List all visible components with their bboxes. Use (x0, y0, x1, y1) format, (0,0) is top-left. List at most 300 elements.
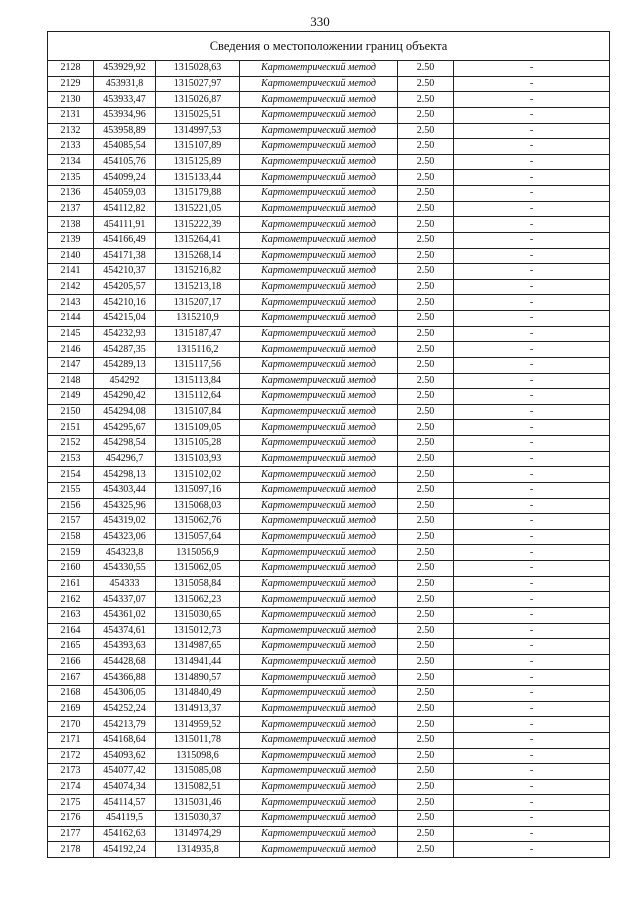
y-coordinate-cell: 1315028,63 (156, 61, 240, 77)
y-coordinate-cell: 1315116,2 (156, 342, 240, 358)
accuracy-cell: 2.50 (398, 232, 454, 248)
point-number-cell: 2173 (48, 764, 94, 780)
y-coordinate-cell: 1315062,76 (156, 514, 240, 530)
description-cell: - (454, 248, 610, 264)
x-coordinate-cell: 454296,7 (94, 451, 156, 467)
description-cell: - (454, 107, 610, 123)
description-cell: - (454, 389, 610, 405)
point-number-cell: 2153 (48, 451, 94, 467)
table-row (48, 545, 610, 561)
description-cell: - (454, 764, 610, 780)
table-row (48, 217, 610, 233)
table-row (48, 670, 610, 686)
point-number-cell: 2170 (48, 717, 94, 733)
table-row (48, 576, 610, 592)
table-row (48, 482, 610, 498)
method-cell: Картометрический метод (240, 701, 398, 717)
y-coordinate-cell: 1315107,89 (156, 139, 240, 155)
x-coordinate-cell: 454162,63 (94, 826, 156, 842)
point-number-cell: 2148 (48, 373, 94, 389)
y-coordinate-cell: 1315107,84 (156, 404, 240, 420)
point-number-cell: 2140 (48, 248, 94, 264)
point-number-cell: 2178 (48, 842, 94, 858)
point-number-cell: 2171 (48, 732, 94, 748)
description-cell: - (454, 92, 610, 108)
description-cell: - (454, 326, 610, 342)
accuracy-cell: 2.50 (398, 186, 454, 202)
description-cell: - (454, 498, 610, 514)
method-cell: Картометрический метод (240, 217, 398, 233)
x-coordinate-cell: 454215,04 (94, 311, 156, 327)
x-coordinate-cell: 454295,67 (94, 420, 156, 436)
description-cell: - (454, 670, 610, 686)
x-coordinate-cell: 454114,57 (94, 795, 156, 811)
point-number-cell: 2142 (48, 279, 94, 295)
description-cell: - (454, 701, 610, 717)
accuracy-cell: 2.50 (398, 717, 454, 733)
table-row (48, 764, 610, 780)
description-cell: - (454, 123, 610, 139)
y-coordinate-cell: 1315082,51 (156, 779, 240, 795)
x-coordinate-cell: 454166,49 (94, 232, 156, 248)
accuracy-cell: 2.50 (398, 764, 454, 780)
table-row (48, 732, 610, 748)
point-number-cell: 2168 (48, 686, 94, 702)
accuracy-cell: 2.50 (398, 467, 454, 483)
method-cell: Картометрический метод (240, 123, 398, 139)
point-number-cell: 2154 (48, 467, 94, 483)
description-cell: - (454, 623, 610, 639)
x-coordinate-cell: 454171,38 (94, 248, 156, 264)
description-cell: - (454, 592, 610, 608)
table-row (48, 592, 610, 608)
y-coordinate-cell: 1314941,44 (156, 654, 240, 670)
accuracy-cell: 2.50 (398, 92, 454, 108)
y-coordinate-cell: 1314997,53 (156, 123, 240, 139)
point-number-cell: 2135 (48, 170, 94, 186)
method-cell: Картометрический метод (240, 326, 398, 342)
description-cell: - (454, 436, 610, 452)
accuracy-cell: 2.50 (398, 811, 454, 827)
y-coordinate-cell: 1315068,03 (156, 498, 240, 514)
y-coordinate-cell: 1314935,8 (156, 842, 240, 858)
x-coordinate-cell: 454119,5 (94, 811, 156, 827)
accuracy-cell: 2.50 (398, 482, 454, 498)
y-coordinate-cell: 1315133,44 (156, 170, 240, 186)
method-cell: Картометрический метод (240, 639, 398, 655)
method-cell: Картометрический метод (240, 61, 398, 77)
accuracy-cell: 2.50 (398, 404, 454, 420)
accuracy-cell: 2.50 (398, 514, 454, 530)
point-number-cell: 2177 (48, 826, 94, 842)
table-row (48, 154, 610, 170)
accuracy-cell: 2.50 (398, 842, 454, 858)
accuracy-cell: 2.50 (398, 170, 454, 186)
y-coordinate-cell: 1315085,08 (156, 764, 240, 780)
method-cell: Картометрический метод (240, 748, 398, 764)
x-coordinate-cell: 453958,89 (94, 123, 156, 139)
method-cell: Картометрический метод (240, 467, 398, 483)
x-coordinate-cell: 454325,96 (94, 498, 156, 514)
table-row (48, 701, 610, 717)
description-cell: - (454, 170, 610, 186)
method-cell: Картометрический метод (240, 170, 398, 186)
table-row (48, 264, 610, 280)
accuracy-cell: 2.50 (398, 639, 454, 655)
accuracy-cell: 2.50 (398, 701, 454, 717)
accuracy-cell: 2.50 (398, 654, 454, 670)
x-coordinate-cell: 454428,68 (94, 654, 156, 670)
y-coordinate-cell: 1314959,52 (156, 717, 240, 733)
y-coordinate-cell: 1315179,88 (156, 186, 240, 202)
accuracy-cell: 2.50 (398, 795, 454, 811)
method-cell: Картометрический метод (240, 451, 398, 467)
boundary-points-table (47, 31, 610, 858)
y-coordinate-cell: 1315097,16 (156, 482, 240, 498)
method-cell: Картометрический метод (240, 811, 398, 827)
y-coordinate-cell: 1315062,23 (156, 592, 240, 608)
x-coordinate-cell: 453933,47 (94, 92, 156, 108)
x-coordinate-cell: 454213,79 (94, 717, 156, 733)
accuracy-cell: 2.50 (398, 389, 454, 405)
description-cell: - (454, 748, 610, 764)
table-row (48, 795, 610, 811)
point-number-cell: 2145 (48, 326, 94, 342)
y-coordinate-cell: 1315105,28 (156, 436, 240, 452)
description-cell: - (454, 186, 610, 202)
table-row (48, 451, 610, 467)
table-row (48, 170, 610, 186)
method-cell: Картометрический метод (240, 139, 398, 155)
description-cell: - (454, 576, 610, 592)
y-coordinate-cell: 1315264,41 (156, 232, 240, 248)
accuracy-cell: 2.50 (398, 561, 454, 577)
method-cell: Картометрический метод (240, 686, 398, 702)
y-coordinate-cell: 1315011,78 (156, 732, 240, 748)
table-row (48, 436, 610, 452)
y-coordinate-cell: 1315221,05 (156, 201, 240, 217)
description-cell: - (454, 404, 610, 420)
description-cell: - (454, 279, 610, 295)
accuracy-cell: 2.50 (398, 779, 454, 795)
point-number-cell: 2149 (48, 389, 94, 405)
x-coordinate-cell: 454105,76 (94, 154, 156, 170)
point-number-cell: 2129 (48, 76, 94, 92)
point-number-cell: 2144 (48, 311, 94, 327)
x-coordinate-cell: 454232,93 (94, 326, 156, 342)
accuracy-cell: 2.50 (398, 529, 454, 545)
x-coordinate-cell: 454323,06 (94, 529, 156, 545)
y-coordinate-cell: 1315027,97 (156, 76, 240, 92)
x-coordinate-cell: 454303,44 (94, 482, 156, 498)
table-row (48, 420, 610, 436)
x-coordinate-cell: 453934,96 (94, 107, 156, 123)
table-row (48, 389, 610, 405)
point-number-cell: 2166 (48, 654, 94, 670)
table-row (48, 561, 610, 577)
table-body (48, 61, 610, 858)
y-coordinate-cell: 1315109,05 (156, 420, 240, 436)
point-number-cell: 2128 (48, 61, 94, 77)
y-coordinate-cell: 1315030,37 (156, 811, 240, 827)
y-coordinate-cell: 1315117,56 (156, 357, 240, 373)
y-coordinate-cell: 1315125,89 (156, 154, 240, 170)
method-cell: Картометрический метод (240, 92, 398, 108)
accuracy-cell: 2.50 (398, 451, 454, 467)
point-number-cell: 2160 (48, 561, 94, 577)
y-coordinate-cell: 1314913,37 (156, 701, 240, 717)
description-cell: - (454, 811, 610, 827)
x-coordinate-cell: 454366,88 (94, 670, 156, 686)
x-coordinate-cell: 454323,8 (94, 545, 156, 561)
x-coordinate-cell: 454252,24 (94, 701, 156, 717)
point-number-cell: 2151 (48, 420, 94, 436)
table-row (48, 686, 610, 702)
method-cell: Картометрический метод (240, 295, 398, 311)
y-coordinate-cell: 1315210,9 (156, 311, 240, 327)
table-row (48, 186, 610, 202)
point-number-cell: 2138 (48, 217, 94, 233)
x-coordinate-cell: 454077,42 (94, 764, 156, 780)
description-cell: - (454, 76, 610, 92)
description-cell: - (454, 311, 610, 327)
table-row (48, 748, 610, 764)
table-row (48, 326, 610, 342)
y-coordinate-cell: 1315268,14 (156, 248, 240, 264)
x-coordinate-cell: 453929,92 (94, 61, 156, 77)
method-cell: Картометрический метод (240, 232, 398, 248)
description-cell: - (454, 529, 610, 545)
y-coordinate-cell: 1315207,17 (156, 295, 240, 311)
accuracy-cell: 2.50 (398, 670, 454, 686)
description-cell: - (454, 139, 610, 155)
method-cell: Картометрический метод (240, 717, 398, 733)
y-coordinate-cell: 1315102,02 (156, 467, 240, 483)
description-cell: - (454, 686, 610, 702)
method-cell: Картометрический метод (240, 623, 398, 639)
point-number-cell: 2176 (48, 811, 94, 827)
point-number-cell: 2146 (48, 342, 94, 358)
method-cell: Картометрический метод (240, 764, 398, 780)
accuracy-cell: 2.50 (398, 748, 454, 764)
method-cell: Картометрический метод (240, 248, 398, 264)
accuracy-cell: 2.50 (398, 201, 454, 217)
y-coordinate-cell: 1315213,18 (156, 279, 240, 295)
y-coordinate-cell: 1315058,84 (156, 576, 240, 592)
table-row (48, 826, 610, 842)
x-coordinate-cell: 454112,82 (94, 201, 156, 217)
point-number-cell: 2157 (48, 514, 94, 530)
table-row (48, 498, 610, 514)
table-row (48, 639, 610, 655)
y-coordinate-cell: 1315098,6 (156, 748, 240, 764)
table-row (48, 295, 610, 311)
method-cell: Картометрический метод (240, 592, 398, 608)
point-number-cell: 2137 (48, 201, 94, 217)
accuracy-cell: 2.50 (398, 623, 454, 639)
x-coordinate-cell: 454333 (94, 576, 156, 592)
description-cell: - (454, 779, 610, 795)
table-row (48, 139, 610, 155)
description-cell: - (454, 217, 610, 233)
description-cell: - (454, 732, 610, 748)
description-cell: - (454, 639, 610, 655)
method-cell: Картометрический метод (240, 107, 398, 123)
method-cell: Картометрический метод (240, 545, 398, 561)
table-row (48, 76, 610, 92)
x-coordinate-cell: 454361,02 (94, 607, 156, 623)
method-cell: Картометрический метод (240, 420, 398, 436)
method-cell: Картометрический метод (240, 795, 398, 811)
y-coordinate-cell: 1315025,51 (156, 107, 240, 123)
description-cell: - (454, 467, 610, 483)
accuracy-cell: 2.50 (398, 123, 454, 139)
x-coordinate-cell: 454074,34 (94, 779, 156, 795)
x-coordinate-cell: 454059,03 (94, 186, 156, 202)
description-cell: - (454, 295, 610, 311)
y-coordinate-cell: 1315216,82 (156, 264, 240, 280)
table-row (48, 201, 610, 217)
accuracy-cell: 2.50 (398, 686, 454, 702)
table-row (48, 654, 610, 670)
description-cell: - (454, 154, 610, 170)
point-number-cell: 2141 (48, 264, 94, 280)
method-cell: Картометрический метод (240, 529, 398, 545)
x-coordinate-cell: 454374,61 (94, 623, 156, 639)
method-cell: Картометрический метод (240, 482, 398, 498)
x-coordinate-cell: 454287,35 (94, 342, 156, 358)
y-coordinate-cell: 1315012,73 (156, 623, 240, 639)
point-number-cell: 2152 (48, 436, 94, 452)
x-coordinate-cell: 454085,54 (94, 139, 156, 155)
table-row (48, 717, 610, 733)
method-cell: Картометрический метод (240, 279, 398, 295)
method-cell: Картометрический метод (240, 654, 398, 670)
y-coordinate-cell: 1314840,49 (156, 686, 240, 702)
point-number-cell: 2159 (48, 545, 94, 561)
accuracy-cell: 2.50 (398, 420, 454, 436)
description-cell: - (454, 842, 610, 858)
accuracy-cell: 2.50 (398, 826, 454, 842)
y-coordinate-cell: 1314974,29 (156, 826, 240, 842)
accuracy-cell: 2.50 (398, 248, 454, 264)
table-row (48, 107, 610, 123)
accuracy-cell: 2.50 (398, 545, 454, 561)
point-number-cell: 2147 (48, 357, 94, 373)
description-cell: - (454, 420, 610, 436)
method-cell: Картометрический метод (240, 76, 398, 92)
point-number-cell: 2162 (48, 592, 94, 608)
x-coordinate-cell: 454393,63 (94, 639, 156, 655)
table-row (48, 279, 610, 295)
y-coordinate-cell: 1315030,65 (156, 607, 240, 623)
description-cell: - (454, 482, 610, 498)
point-number-cell: 2155 (48, 482, 94, 498)
x-coordinate-cell: 454099,24 (94, 170, 156, 186)
method-cell: Картометрический метод (240, 436, 398, 452)
y-coordinate-cell: 1315103,93 (156, 451, 240, 467)
table-row (48, 811, 610, 827)
y-coordinate-cell: 1314987,65 (156, 639, 240, 655)
method-cell: Картометрический метод (240, 561, 398, 577)
description-cell: - (454, 514, 610, 530)
x-coordinate-cell: 454210,37 (94, 264, 156, 280)
x-coordinate-cell: 454306,05 (94, 686, 156, 702)
x-coordinate-cell: 454192,24 (94, 842, 156, 858)
y-coordinate-cell: 1315062,05 (156, 561, 240, 577)
method-cell: Картометрический метод (240, 389, 398, 405)
table-row (48, 232, 610, 248)
x-coordinate-cell: 454290,42 (94, 389, 156, 405)
accuracy-cell: 2.50 (398, 295, 454, 311)
y-coordinate-cell: 1315187,47 (156, 326, 240, 342)
y-coordinate-cell: 1315031,46 (156, 795, 240, 811)
description-cell: - (454, 795, 610, 811)
method-cell: Картометрический метод (240, 373, 398, 389)
table-row (48, 92, 610, 108)
x-coordinate-cell: 454111,91 (94, 217, 156, 233)
point-number-cell: 2139 (48, 232, 94, 248)
description-cell: - (454, 826, 610, 842)
point-number-cell: 2175 (48, 795, 94, 811)
table-row (48, 514, 610, 530)
method-cell: Картометрический метод (240, 607, 398, 623)
description-cell: - (454, 201, 610, 217)
point-number-cell: 2167 (48, 670, 94, 686)
method-cell: Картометрический метод (240, 514, 398, 530)
point-number-cell: 2143 (48, 295, 94, 311)
y-coordinate-cell: 1315112,64 (156, 389, 240, 405)
accuracy-cell: 2.50 (398, 732, 454, 748)
description-cell: - (454, 342, 610, 358)
table-row (48, 623, 610, 639)
point-number-cell: 2133 (48, 139, 94, 155)
accuracy-cell: 2.50 (398, 311, 454, 327)
table-row (48, 123, 610, 139)
method-cell: Картометрический метод (240, 498, 398, 514)
x-coordinate-cell: 454210,16 (94, 295, 156, 311)
y-coordinate-cell: 1315222,39 (156, 217, 240, 233)
method-cell: Картометрический метод (240, 264, 398, 280)
method-cell: Картометрический метод (240, 311, 398, 327)
accuracy-cell: 2.50 (398, 76, 454, 92)
table-title: Сведения о местоположении границ объекта (47, 31, 610, 60)
description-cell: - (454, 61, 610, 77)
table-row (48, 842, 610, 858)
table-row (48, 61, 610, 77)
accuracy-cell: 2.50 (398, 326, 454, 342)
y-coordinate-cell: 1315113,84 (156, 373, 240, 389)
point-number-cell: 2165 (48, 639, 94, 655)
method-cell: Картометрический метод (240, 826, 398, 842)
point-number-cell: 2136 (48, 186, 94, 202)
point-number-cell: 2134 (48, 154, 94, 170)
accuracy-cell: 2.50 (398, 342, 454, 358)
x-coordinate-cell: 454289,13 (94, 357, 156, 373)
method-cell: Картометрический метод (240, 201, 398, 217)
method-cell: Картометрический метод (240, 576, 398, 592)
accuracy-cell: 2.50 (398, 154, 454, 170)
accuracy-cell: 2.50 (398, 436, 454, 452)
accuracy-cell: 2.50 (398, 61, 454, 77)
point-number-cell: 2132 (48, 123, 94, 139)
accuracy-cell: 2.50 (398, 373, 454, 389)
table-row (48, 342, 610, 358)
accuracy-cell: 2.50 (398, 107, 454, 123)
x-coordinate-cell: 454298,54 (94, 436, 156, 452)
accuracy-cell: 2.50 (398, 576, 454, 592)
y-coordinate-cell: 1314890,57 (156, 670, 240, 686)
